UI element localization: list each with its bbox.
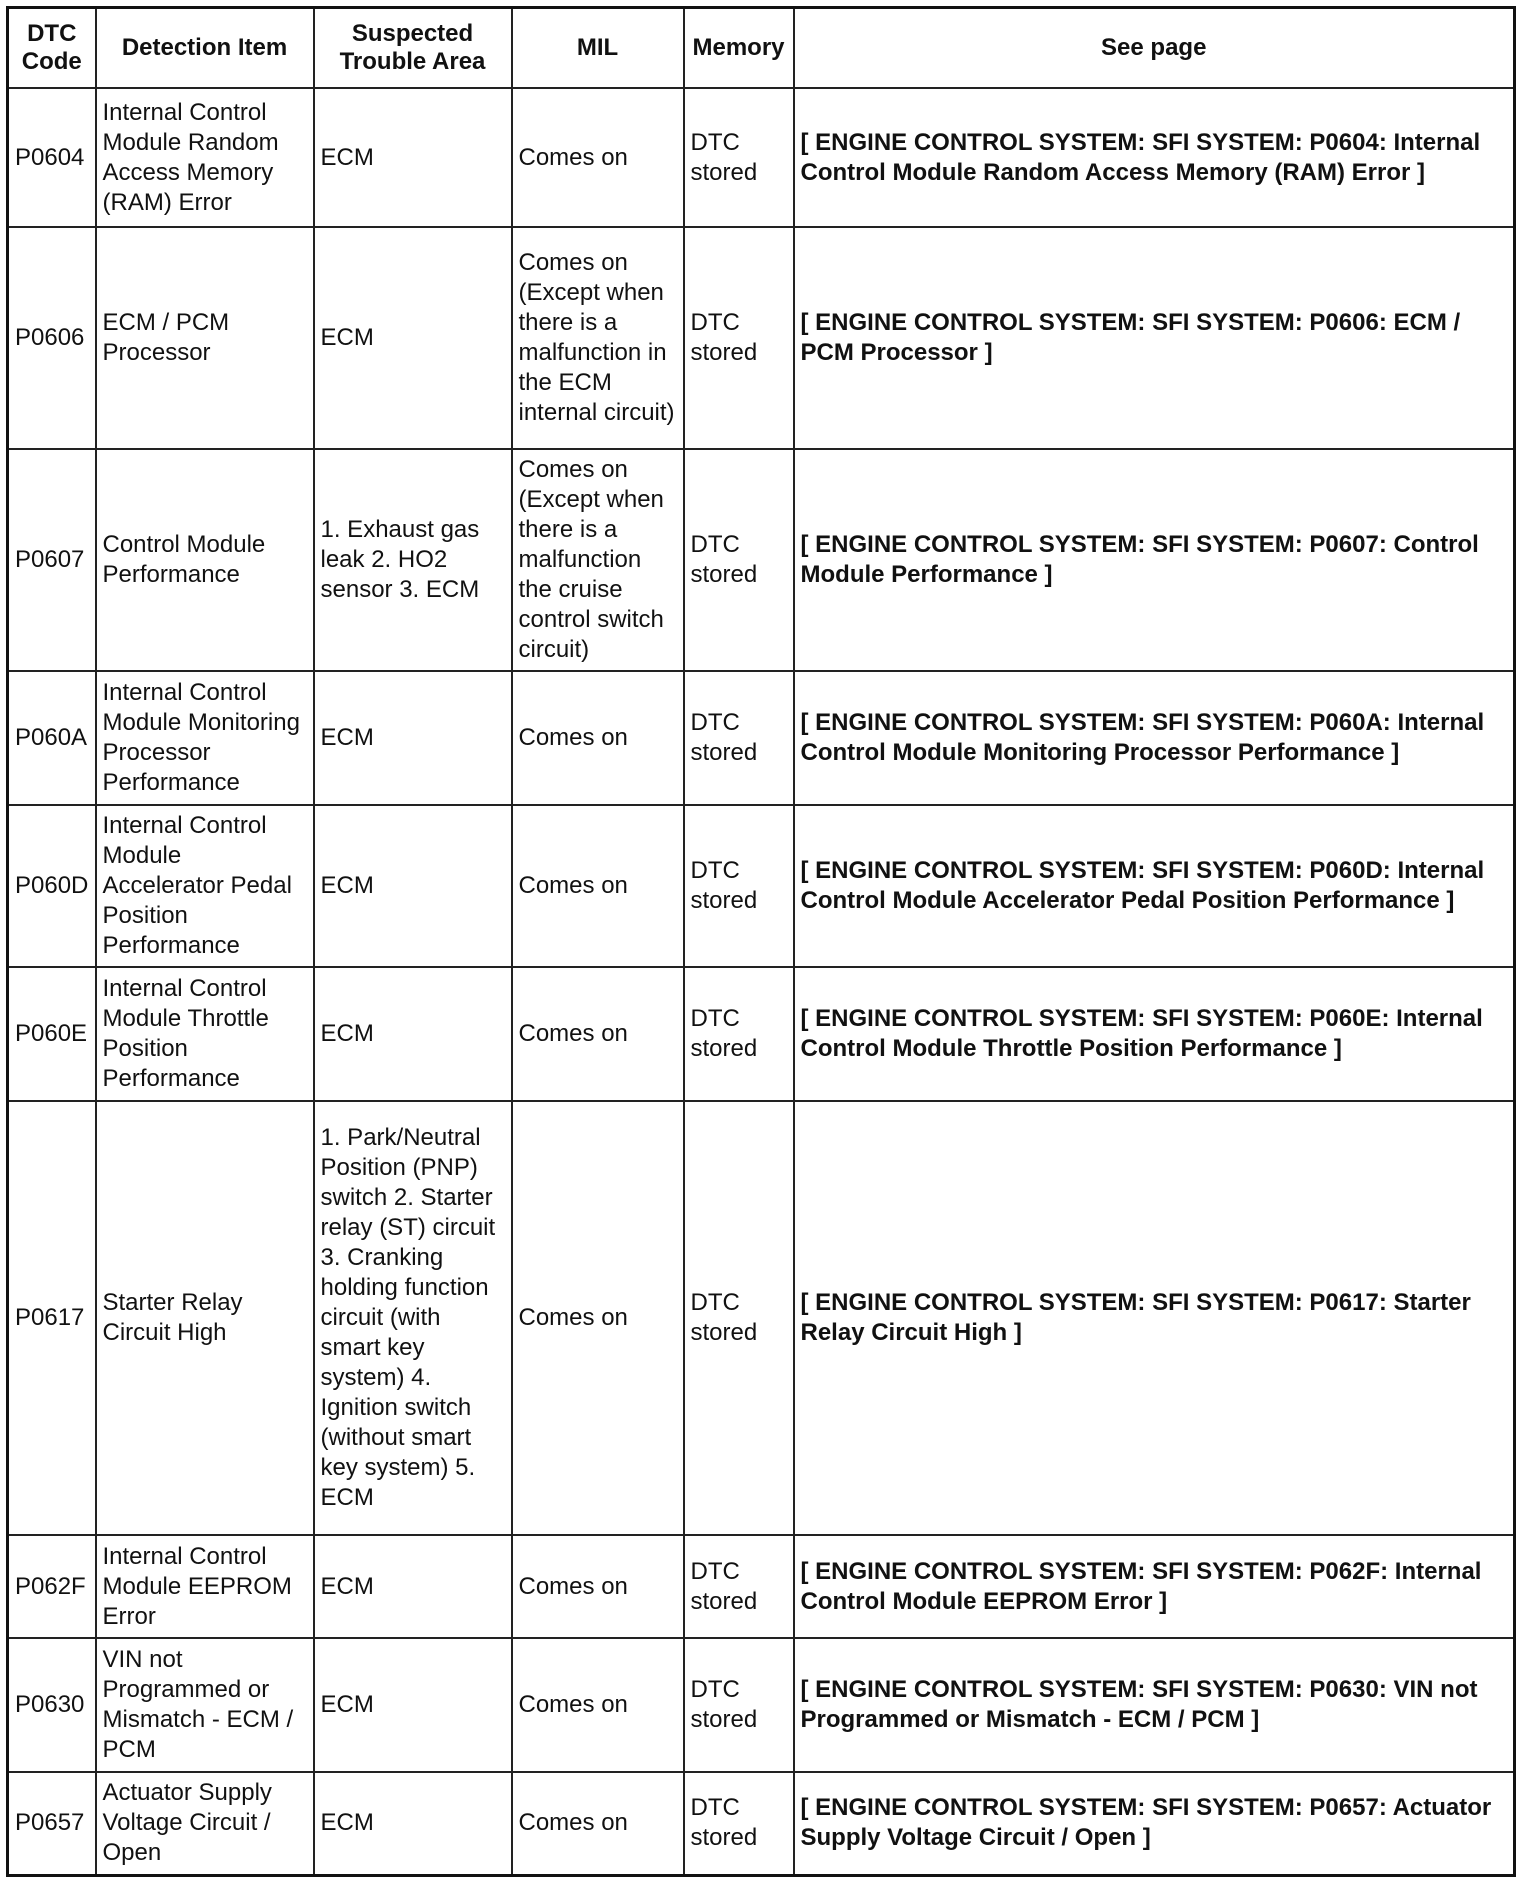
memory-cell: DTC stored [684,671,794,805]
table-row [8,227,1515,449]
mil-cell: Comes on [512,1638,684,1772]
table-body [8,88,1515,1875]
see-page-link[interactable]: [ ENGINE CONTROL SYSTEM: SFI SYSTEM: P060D: Internal Control Module Accelerator Pedal Position Performance ] [794,805,1515,967]
table-row [8,449,1515,671]
detection-item-cell: Internal Control Module EEPROM Error [96,1535,314,1638]
trouble-area-cell: ECM [314,88,512,227]
detection-item-cell: ECM / PCM Processor [96,227,314,449]
see-page-link[interactable]: [ ENGINE CONTROL SYSTEM: SFI SYSTEM: P0604: Internal Control Module Random Access Memory (RAM) Error ] [794,88,1515,227]
see-page-link[interactable]: [ ENGINE CONTROL SYSTEM: SFI SYSTEM: P060A: Internal Control Module Monitoring Processor Performance ] [794,671,1515,805]
trouble-area-cell: 1. Park/Neutral Position (PNP) switch 2. Starter relay (ST) circuit 3. Cranking holding function circuit (with smart key system) 4. Ignition switch (without smart key system) 5. ECM [314,1101,512,1535]
table-row [8,967,1515,1101]
table-row [8,1101,1515,1535]
detection-item-cell: Internal Control Module Random Access Memory (RAM) Error [96,88,314,227]
mil-cell: Comes on (Except when there is a malfunction the cruise control switch circuit) [512,449,684,671]
detection-item-cell: VIN not Programmed or Mismatch - ECM / PCM [96,1638,314,1772]
dtc-table-sheet [6,6,1513,1867]
memory-cell: DTC stored [684,1101,794,1535]
header-mil: MIL [512,8,684,89]
header-dtc-code: DTC Code [8,8,96,89]
mil-cell: Comes on [512,1535,684,1638]
trouble-area-cell: ECM [314,1535,512,1638]
dtc-code-cell: P060E [8,967,96,1101]
dtc-code-cell: P0606 [8,227,96,449]
memory-cell: DTC stored [684,227,794,449]
trouble-area-cell: 1. Exhaust gas leak 2. HO2 sensor 3. ECM [314,449,512,671]
mil-cell: Comes on [512,1772,684,1875]
dtc-code-cell: P0630 [8,1638,96,1772]
trouble-area-cell: ECM [314,671,512,805]
table-row [8,1535,1515,1638]
mil-cell: Comes on [512,671,684,805]
memory-cell: DTC stored [684,1772,794,1875]
mil-cell: Comes on [512,967,684,1101]
detection-item-cell: Control Module Performance [96,449,314,671]
dtc-code-cell: P0604 [8,88,96,227]
header-suspected-trouble-area: Suspected Trouble Area [314,8,512,89]
see-page-link[interactable]: [ ENGINE CONTROL SYSTEM: SFI SYSTEM: P0657: Actuator Supply Voltage Circuit / Open ] [794,1772,1515,1875]
mil-cell: Comes on [512,88,684,227]
dtc-code-cell: P0657 [8,1772,96,1875]
detection-item-cell: Internal Control Module Monitoring Processor Performance [96,671,314,805]
see-page-link[interactable]: [ ENGINE CONTROL SYSTEM: SFI SYSTEM: P0606: ECM / PCM Processor ] [794,227,1515,449]
memory-cell: DTC stored [684,449,794,671]
dtc-code-cell: P062F [8,1535,96,1638]
mil-cell: Comes on [512,805,684,967]
dtc-table [6,6,1516,1877]
memory-cell: DTC stored [684,967,794,1101]
table-header [8,8,1515,89]
see-page-link[interactable]: [ ENGINE CONTROL SYSTEM: SFI SYSTEM: P0607: Control Module Performance ] [794,449,1515,671]
detection-item-cell: Internal Control Module Throttle Position Performance [96,967,314,1101]
table-row [8,88,1515,227]
table-row [8,1638,1515,1772]
see-page-link[interactable]: [ ENGINE CONTROL SYSTEM: SFI SYSTEM: P0617: Starter Relay Circuit High ] [794,1101,1515,1535]
memory-cell: DTC stored [684,88,794,227]
dtc-code-cell: P060A [8,671,96,805]
detection-item-cell: Starter Relay Circuit High [96,1101,314,1535]
table-row [8,805,1515,967]
header-memory: Memory [684,8,794,89]
trouble-area-cell: ECM [314,227,512,449]
dtc-code-cell: P060D [8,805,96,967]
header-row [8,8,1515,89]
mil-cell: Comes on (Except when there is a malfunction in the ECM internal circuit) [512,227,684,449]
see-page-link[interactable]: [ ENGINE CONTROL SYSTEM: SFI SYSTEM: P062F: Internal Control Module EEPROM Error ] [794,1535,1515,1638]
trouble-area-cell: ECM [314,1638,512,1772]
trouble-area-cell: ECM [314,805,512,967]
memory-cell: DTC stored [684,1535,794,1638]
trouble-area-cell: ECM [314,967,512,1101]
dtc-code-cell: P0607 [8,449,96,671]
dtc-code-cell: P0617 [8,1101,96,1535]
see-page-link[interactable]: [ ENGINE CONTROL SYSTEM: SFI SYSTEM: P0630: VIN not Programmed or Mismatch - ECM / PCM ] [794,1638,1515,1772]
see-page-link[interactable]: [ ENGINE CONTROL SYSTEM: SFI SYSTEM: P060E: Internal Control Module Throttle Position Performance ] [794,967,1515,1101]
detection-item-cell: Internal Control Module Accelerator Pedal Position Performance [96,805,314,967]
memory-cell: DTC stored [684,1638,794,1772]
table-row [8,671,1515,805]
detection-item-cell: Actuator Supply Voltage Circuit / Open [96,1772,314,1875]
mil-cell: Comes on [512,1101,684,1535]
header-detection-item: Detection Item [96,8,314,89]
memory-cell: DTC stored [684,805,794,967]
header-see-page: See page [794,8,1515,89]
trouble-area-cell: ECM [314,1772,512,1875]
